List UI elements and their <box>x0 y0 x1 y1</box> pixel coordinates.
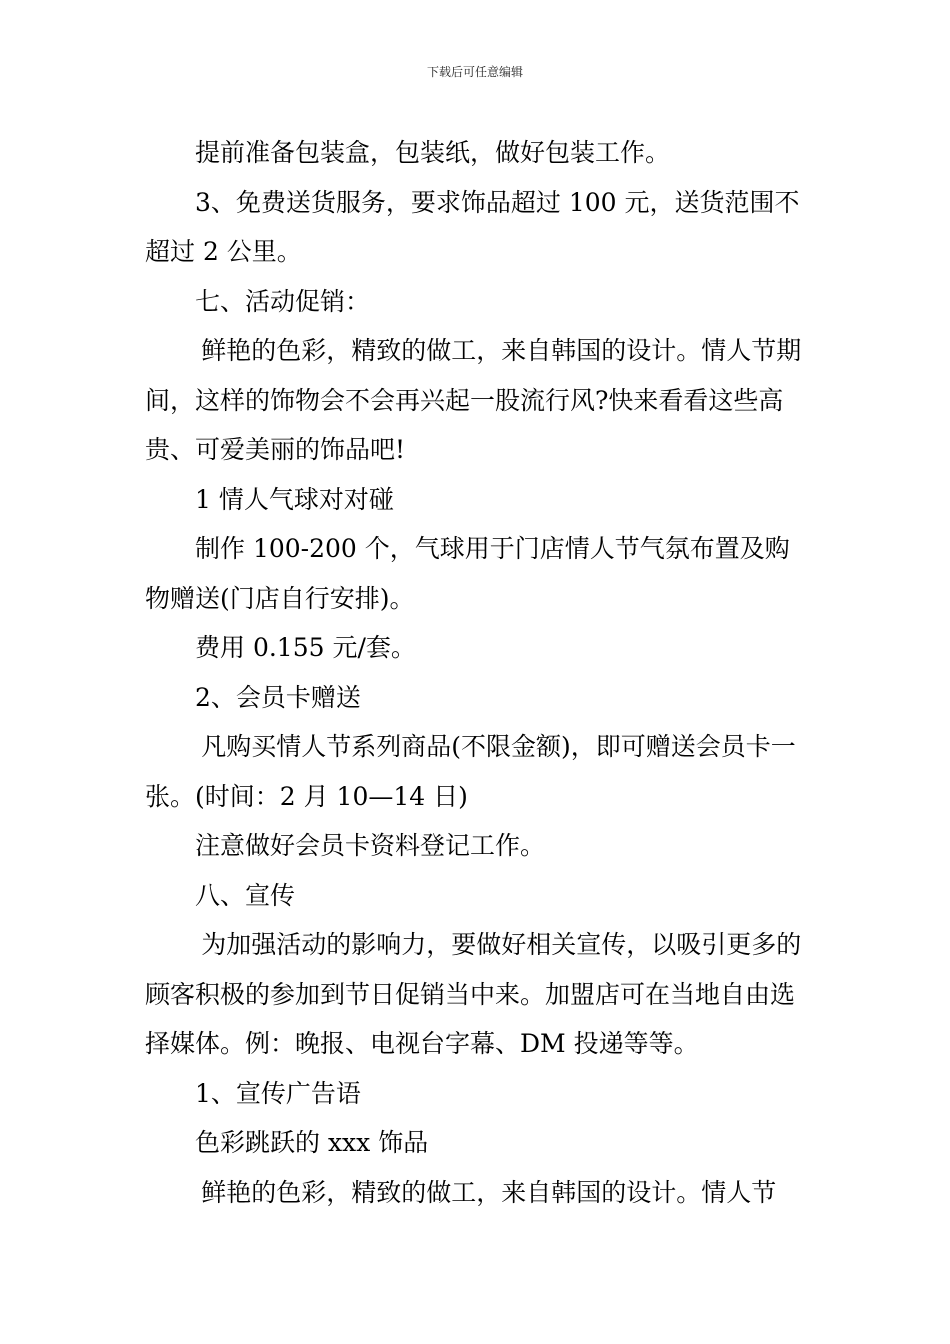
paragraph-free-delivery: 3、免费送货服务，要求饰品超过 100 元，送货范围不超过 2 公里。 <box>145 187 800 266</box>
page-header: 下载后可任意编辑 <box>426 65 523 79</box>
paragraph-member-card: 凡购买情人节系列商品(不限金额)，即可赠送会员卡一张。(时间：2 月 10—14 日) <box>145 732 796 811</box>
subheading-slogan: 1、宣传广告语 <box>195 1078 361 1108</box>
paragraph-balloons: 制作 100-200 个，气球用于门店情人节气氛布置及购物赠送(门店自行安排)。 <box>145 534 790 613</box>
document-body <box>145 128 810 1217</box>
paragraph-packaging: 提前准备包装盒，包装纸，做好包装工作。 <box>195 138 671 167</box>
paragraph-slogan: 色彩跳跃的 xxx 饰品 <box>195 1128 429 1157</box>
paragraph-slogan-body: 鲜艳的色彩，精致的做工，来自韩国的设计。情人节 <box>201 1177 777 1207</box>
section-heading-publicity: 八、宣传 <box>195 880 296 910</box>
subheading-member-card: 2、会员卡赠送 <box>195 682 361 712</box>
paragraph-member-registration: 注意做好会员卡资料登记工作。 <box>195 831 546 860</box>
section-heading-promotion: 七、活动促销： <box>195 286 371 316</box>
paragraph-balloon-cost: 费用 0.155 元/套。 <box>195 633 416 662</box>
subheading-balloons: 1 情人气球对对碰 <box>195 484 394 514</box>
paragraph-promotion-intro: 鲜艳的色彩，精致的做工，来自韩国的设计。情人节期间，这样的饰物会不会再兴起一股流行风?快来看看这些高贵、可爱美丽的饰品吧! <box>145 336 802 464</box>
paragraph-publicity: 为加强活动的影响力，要做好相关宣传，以吸引更多的顾客积极的参加到节日促销当中来。加盟店可在当地自由选择媒体。例：晚报、电视台字幕、DM 投递等等。 <box>145 930 802 1058</box>
